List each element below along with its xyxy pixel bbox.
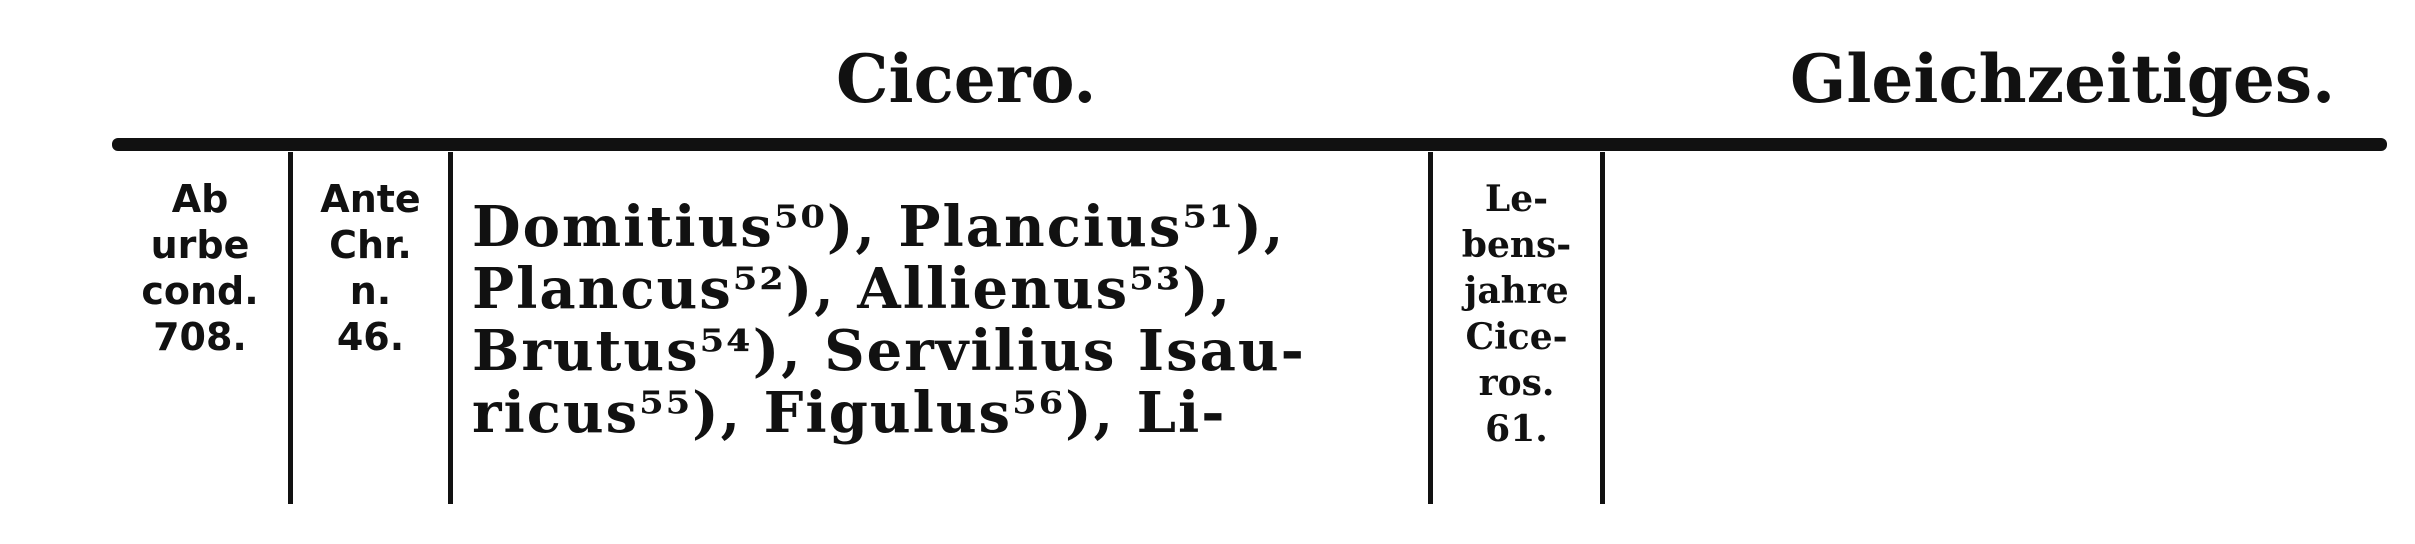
bc-line: Chr. xyxy=(329,223,412,267)
year-line: cond. xyxy=(141,269,259,313)
header-rule xyxy=(112,138,2387,151)
age-line: 61. xyxy=(1485,408,1548,450)
column-divider xyxy=(1600,152,1605,504)
column-ab-urbe-condita xyxy=(112,176,288,360)
text-line: ricus⁵⁵), Figulus⁵⁶), Li- xyxy=(472,380,1227,446)
column-main-text xyxy=(472,196,1422,444)
age-line: bens- xyxy=(1461,224,1572,266)
heading-gleichzeitiges: Gleichzeitiges. xyxy=(1790,40,2336,118)
column-divider xyxy=(448,152,453,504)
bc-line: Ante xyxy=(320,177,421,221)
column-ante-christum xyxy=(293,176,448,360)
age-line: Le- xyxy=(1484,178,1549,220)
column-lebensjahre xyxy=(1433,176,1600,452)
heading-cicero: Cicero. xyxy=(836,40,1097,118)
year-line: Ab xyxy=(171,177,229,221)
year-line: urbe xyxy=(150,223,250,267)
text-line: Domitius⁵⁰), Plancius⁵¹), xyxy=(472,194,1286,260)
age-line: jahre xyxy=(1464,270,1569,312)
text-line: Plancus⁵²), Allienus⁵³), xyxy=(472,256,1233,322)
age-line: Cice- xyxy=(1465,316,1568,358)
year-line: 708. xyxy=(153,315,247,359)
age-line: ros. xyxy=(1478,362,1555,404)
bc-line: 46. xyxy=(336,315,405,359)
text-line: Brutus⁵⁴), Servilius Isau- xyxy=(472,318,1306,384)
bc-line: n. xyxy=(349,269,392,313)
